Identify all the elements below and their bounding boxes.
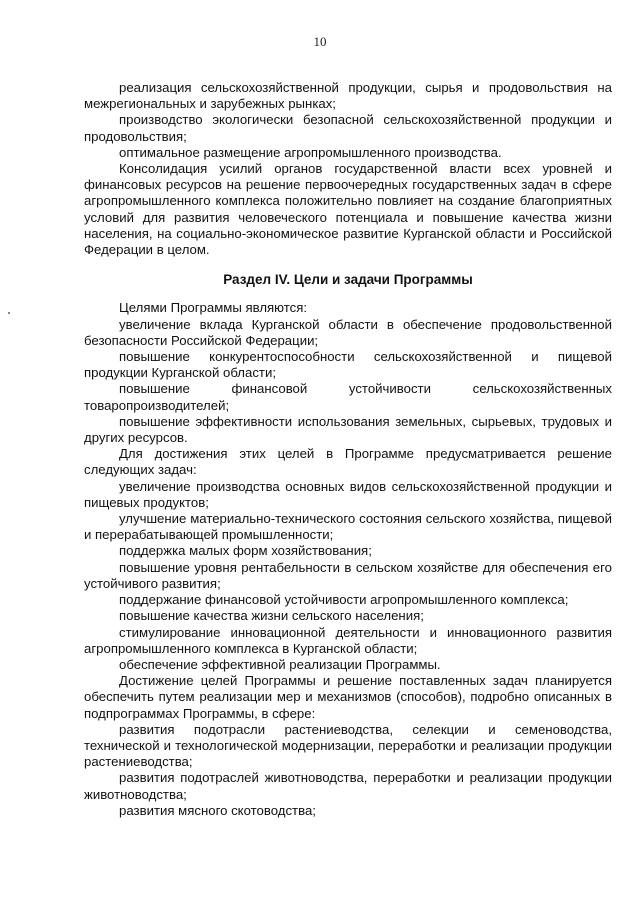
- paragraph: повышение уровня рентабельности в сельском хозяйстве для обеспечения его устойчивого развития;: [84, 559, 612, 591]
- paragraph: развития подотраслей животноводства, переработки и реализации продукции животноводства;: [84, 770, 612, 802]
- page-number: 10: [313, 34, 327, 49]
- section-heading: Раздел IV. Цели и задачи Программы: [223, 272, 473, 288]
- margin-mark: [8, 312, 10, 314]
- paragraph: поддержание финансовой устойчивости агропромышленного комплекса;: [119, 592, 569, 608]
- paragraph: Для достижения этих целей в Программе предусматривается решение следующих задач:: [84, 446, 612, 478]
- paragraph: повышение финансовой устойчивости сельскохозяйственных товаропроизводителей;: [84, 381, 612, 413]
- paragraph: повышение эффективности использования земельных, сырьевых, трудовых и других ресурсов.: [84, 413, 612, 446]
- paragraph: увеличение производства основных видов сельскохозяйственной продукции и пищевых продуктов;: [84, 478, 612, 510]
- paragraph: обеспечение эффективной реализации Программы.: [119, 656, 441, 672]
- paragraph: производство экологически безопасной сельскохозяйственной продукции и продовольствия;: [84, 112, 612, 144]
- paragraph: оптимальное размещение агропромышленного производства.: [119, 144, 502, 160]
- paragraph: Достижение целей Программы и решение поставленных задач планируется обеспечить путем реализации мер и механизмов (способов), подробно описанных в подпрограммах Программы, в сфере:: [84, 673, 612, 721]
- paragraph: развития мясного скотоводства;: [119, 802, 316, 818]
- paragraph: поддержка малых форм хозяйствования;: [119, 543, 372, 559]
- paragraph: стимулирование инновационной деятельности и инновационного развития агропромышленного комплекса в Курганской области;: [84, 624, 612, 656]
- page-body: [84, 80, 612, 819]
- paragraph: реализация сельскохозяйственной продукции, сырья и продовольствия на межрегиональных и зарубежных рынках;: [84, 80, 612, 112]
- paragraph: Целями Программы являются:: [119, 300, 308, 316]
- paragraph: развития подотрасли растениеводства, селекции и семеноводства, технической и технологической модернизации, переработки и реализации продукции растениеводства;: [84, 721, 612, 770]
- paragraph: увеличение вклада Курганской области в обеспечение продовольственной безопасности Российской Федерации;: [84, 316, 612, 348]
- paragraph: Консолидация усилий органов государственной власти всех уровней и финансовых ресурсов на решение первоочередных государственных задач в сфере агропромышленного комплекса положительно повлияет на создание благоприятных условий для развития человеческого потенциала и повышение качества жизни населения, на социально-экономическое развитие Курганской области и Российской Федерации в целом.: [84, 161, 612, 258]
- paragraph: повышение качества жизни сельского населения;: [119, 608, 424, 624]
- paragraph: улучшение материально-технического состояния сельского хозяйства, пищевой и перерабатывающей промышленности;: [84, 511, 612, 543]
- paragraph: повышение конкурентоспособности сельскохозяйственной и пищевой продукции Курганской области;: [84, 349, 612, 381]
